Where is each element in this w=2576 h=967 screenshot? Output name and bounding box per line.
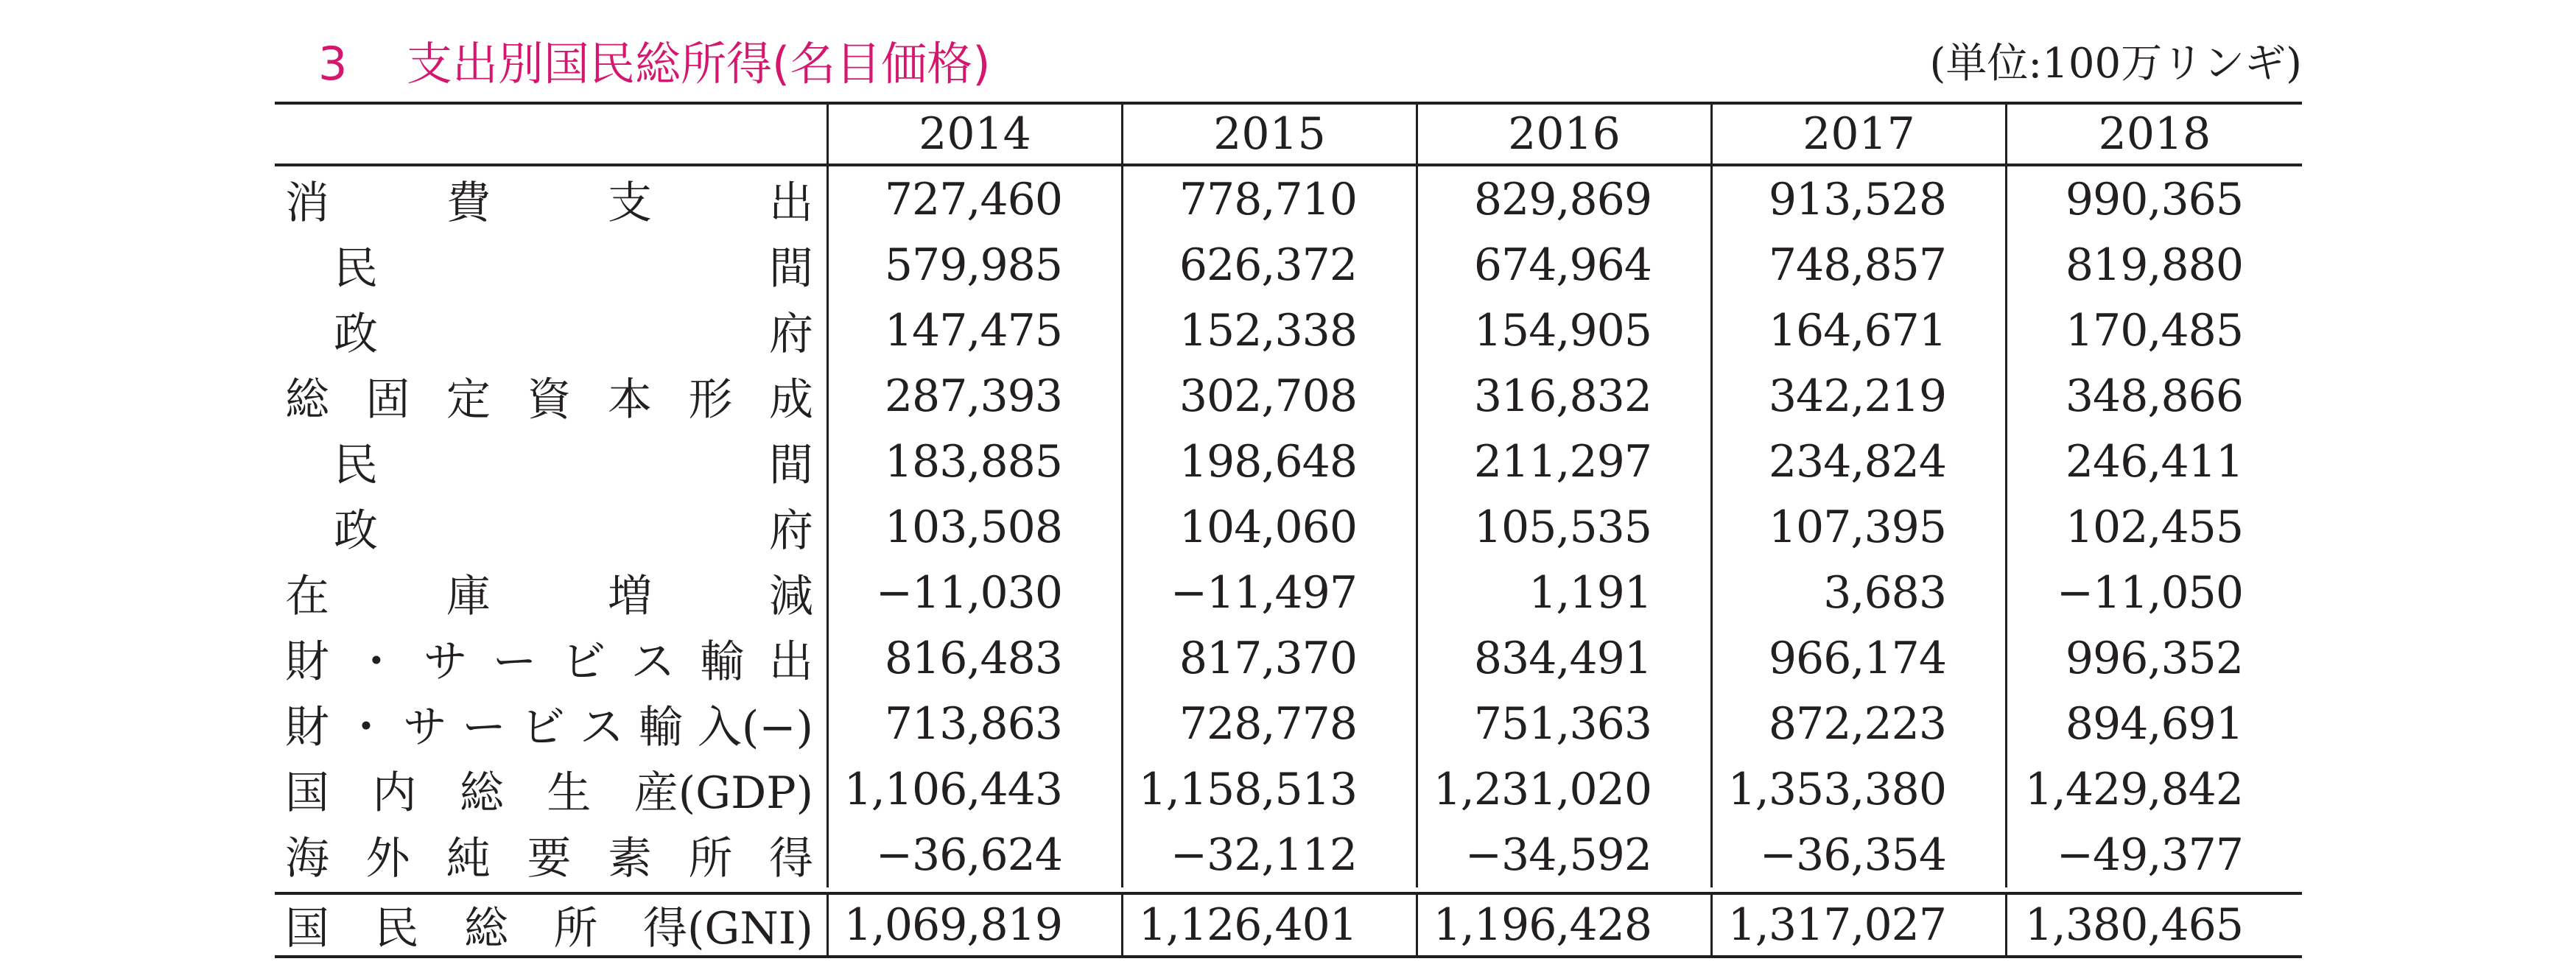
row-label bbox=[275, 756, 829, 822]
value-cell: 1,317,027 bbox=[1713, 895, 2007, 955]
value-cell: −11,497 bbox=[1123, 560, 1418, 625]
row-label-char: ビ bbox=[520, 701, 565, 753]
value-cell: 751,363 bbox=[1418, 691, 1713, 756]
value-cell: 817,370 bbox=[1123, 625, 1418, 691]
value-cell: 1,429,842 bbox=[2024, 763, 2243, 815]
value-cell: 1,380,465 bbox=[2024, 899, 2243, 951]
value-cell: 626,372 bbox=[1123, 232, 1418, 298]
value-cell: 727,460 bbox=[829, 166, 1123, 232]
row-label bbox=[275, 625, 829, 691]
table-header-row bbox=[275, 102, 2302, 166]
row-label-char: 財 bbox=[285, 636, 329, 688]
table-total-row bbox=[275, 892, 2302, 958]
row-label-char: 府 bbox=[769, 504, 813, 557]
value-cell: 748,857 bbox=[1713, 232, 2007, 298]
header-cell: 2016 bbox=[1418, 105, 1713, 163]
row-label-char: 得 bbox=[769, 832, 813, 885]
value-cell: −32,112 bbox=[1123, 822, 1418, 887]
row-label-char: 民 bbox=[374, 903, 419, 954]
row-label-char: 消 bbox=[285, 177, 329, 229]
value-cell: 234,824 bbox=[1713, 429, 2007, 494]
value-cell: 211,297 bbox=[1418, 429, 1713, 494]
row-label-char: 費 bbox=[446, 177, 491, 229]
row-label-char: 輸 bbox=[700, 636, 745, 688]
value-cell: 728,778 bbox=[1123, 691, 1418, 756]
row-label-char: ス bbox=[579, 701, 624, 753]
value-cell: −34,592 bbox=[1418, 822, 1713, 887]
table-body bbox=[275, 166, 2302, 887]
value-cell: 816,483 bbox=[829, 625, 1123, 691]
unit-label: (単位:100万リンギ) bbox=[1929, 40, 2302, 88]
row-label-char: 出 bbox=[768, 636, 813, 688]
row-label-char: 成 bbox=[769, 373, 813, 426]
page-title bbox=[318, 31, 990, 97]
value-cell: 913,528 bbox=[1713, 166, 2007, 232]
row-label-char: 所 bbox=[688, 832, 733, 885]
row-label-char: 減 bbox=[769, 570, 813, 622]
title-number: 3 bbox=[318, 37, 348, 91]
row-label bbox=[275, 822, 829, 887]
row-label-char: 間 bbox=[769, 242, 813, 295]
value-cell: 894,691 bbox=[2065, 697, 2243, 750]
table-row bbox=[275, 494, 2302, 560]
table-row bbox=[275, 625, 2302, 691]
row-label-char: 本 bbox=[608, 373, 652, 426]
value-cell: 104,060 bbox=[1123, 494, 1418, 560]
row-label-char: 総 bbox=[285, 373, 329, 426]
row-label-char: 府 bbox=[769, 308, 813, 360]
value-cell: 872,223 bbox=[1713, 691, 2007, 756]
value-cell: 198,648 bbox=[1123, 429, 1418, 494]
value-cell: 154,905 bbox=[1418, 298, 1713, 363]
row-label bbox=[275, 895, 829, 955]
value-cell: 246,411 bbox=[2065, 435, 2243, 488]
row-label-char: 内 bbox=[372, 767, 417, 819]
row-label-char: 産(GDP) bbox=[634, 767, 813, 819]
table-row bbox=[275, 756, 2302, 822]
row-label-char: 生 bbox=[547, 767, 592, 819]
row-label bbox=[275, 363, 829, 429]
row-label bbox=[275, 494, 829, 560]
header-cell: 2018 bbox=[2098, 108, 2211, 160]
value-cell: 342,219 bbox=[1713, 363, 2007, 429]
table-row bbox=[275, 166, 2302, 232]
value-cell: 1,126,401 bbox=[1123, 895, 1418, 955]
table-total bbox=[275, 892, 2302, 958]
row-label-char: ー bbox=[461, 701, 506, 753]
row-label-char: 出 bbox=[769, 177, 813, 229]
row-label-char: 在 bbox=[285, 570, 329, 622]
row-label-char: 要 bbox=[527, 832, 572, 885]
value-cell: 1,191 bbox=[1418, 560, 1713, 625]
row-label-char: 定 bbox=[446, 373, 491, 426]
title-text: 支出別国民総所得(名目価格) bbox=[407, 37, 991, 91]
row-label-char: ー bbox=[492, 636, 537, 688]
row-label-char: ・ bbox=[354, 636, 399, 688]
row-label-char: 総 bbox=[464, 903, 508, 954]
value-cell: 990,365 bbox=[2065, 173, 2243, 225]
value-cell: 996,352 bbox=[2065, 632, 2243, 684]
value-cell: 966,174 bbox=[1713, 625, 2007, 691]
row-label bbox=[275, 166, 829, 232]
value-cell: 829,869 bbox=[1418, 166, 1713, 232]
header-cell: 2015 bbox=[1123, 105, 1418, 163]
row-label-char: 海 bbox=[285, 832, 329, 885]
value-cell: 834,491 bbox=[1418, 625, 1713, 691]
row-label-char: 輸 bbox=[638, 701, 683, 753]
value-cell: 819,880 bbox=[2065, 239, 2243, 291]
value-cell: −36,354 bbox=[1713, 822, 2007, 887]
value-cell: −49,377 bbox=[2056, 829, 2243, 881]
row-label bbox=[275, 298, 829, 363]
value-cell: 316,832 bbox=[1418, 363, 1713, 429]
table-row bbox=[275, 298, 2302, 363]
value-cell: −36,624 bbox=[829, 822, 1123, 887]
row-label-char: 支 bbox=[608, 177, 652, 229]
table-row bbox=[275, 560, 2302, 625]
table-row bbox=[275, 691, 2302, 756]
value-cell: 579,985 bbox=[829, 232, 1123, 298]
row-label-char: サ bbox=[402, 701, 447, 753]
value-cell: 147,475 bbox=[829, 298, 1123, 363]
row-label-char: 庫 bbox=[446, 570, 491, 622]
row-label-char: 政 bbox=[334, 504, 378, 557]
value-cell: 674,964 bbox=[1418, 232, 1713, 298]
value-cell: 1,196,428 bbox=[1418, 895, 1713, 955]
row-label bbox=[275, 429, 829, 494]
header-cell: 2017 bbox=[1713, 105, 2007, 163]
value-cell: 1,353,380 bbox=[1713, 756, 2007, 822]
row-label-char: 素 bbox=[608, 832, 652, 885]
row-label-char: 国 bbox=[285, 767, 329, 819]
row-label-char: 入(−) bbox=[697, 701, 813, 753]
header-cell bbox=[275, 105, 829, 163]
value-cell: 102,455 bbox=[2065, 501, 2243, 553]
value-cell: 103,508 bbox=[829, 494, 1123, 560]
row-label-char: 増 bbox=[608, 570, 652, 622]
table-row bbox=[275, 232, 2302, 298]
row-label-char: 総 bbox=[459, 767, 504, 819]
row-label-char: ・ bbox=[343, 701, 388, 753]
row-label-char: 外 bbox=[365, 832, 410, 885]
value-cell: 107,395 bbox=[1713, 494, 2007, 560]
value-cell: 302,708 bbox=[1123, 363, 1418, 429]
value-cell: 348,866 bbox=[2065, 370, 2243, 422]
table-row bbox=[275, 429, 2302, 494]
value-cell: 1,158,513 bbox=[1123, 756, 1418, 822]
row-label-char: 財 bbox=[285, 701, 329, 753]
value-cell: 170,485 bbox=[2065, 304, 2243, 356]
table-row bbox=[275, 363, 2302, 429]
value-cell: 713,863 bbox=[829, 691, 1123, 756]
table-row bbox=[275, 822, 2302, 887]
row-label-char: ス bbox=[631, 636, 675, 688]
row-label-char: 純 bbox=[446, 832, 491, 885]
value-cell: 778,710 bbox=[1123, 166, 1418, 232]
value-cell: 1,106,443 bbox=[829, 756, 1123, 822]
value-cell: 152,338 bbox=[1123, 298, 1418, 363]
value-cell: 1,069,819 bbox=[829, 895, 1123, 955]
value-cell: 164,671 bbox=[1713, 298, 2007, 363]
row-label bbox=[275, 691, 829, 756]
value-cell: −11,050 bbox=[2056, 566, 2243, 619]
header-cell: 2014 bbox=[829, 105, 1123, 163]
row-label-char: 政 bbox=[334, 308, 378, 360]
row-label-char: 得(GNI) bbox=[643, 903, 813, 954]
value-cell: 287,393 bbox=[829, 363, 1123, 429]
row-label-char: 形 bbox=[688, 373, 733, 426]
row-label-char: 固 bbox=[365, 373, 410, 426]
value-cell: 105,535 bbox=[1418, 494, 1713, 560]
row-label-char: 間 bbox=[769, 439, 813, 491]
row-label-char: サ bbox=[423, 636, 468, 688]
row-label-char: 所 bbox=[553, 903, 598, 954]
row-label bbox=[275, 232, 829, 298]
value-cell: 3,683 bbox=[1713, 560, 2007, 625]
row-label-char: 資 bbox=[527, 373, 572, 426]
gni-table bbox=[275, 102, 2302, 958]
value-cell: 183,885 bbox=[829, 429, 1123, 494]
row-label bbox=[275, 560, 829, 625]
row-label-char: 民 bbox=[334, 439, 378, 491]
row-label-char: 民 bbox=[334, 242, 378, 295]
value-cell: 1,231,020 bbox=[1418, 756, 1713, 822]
row-label-char: 国 bbox=[285, 903, 329, 954]
row-label-char: ビ bbox=[561, 636, 606, 688]
value-cell: −11,030 bbox=[829, 560, 1123, 625]
